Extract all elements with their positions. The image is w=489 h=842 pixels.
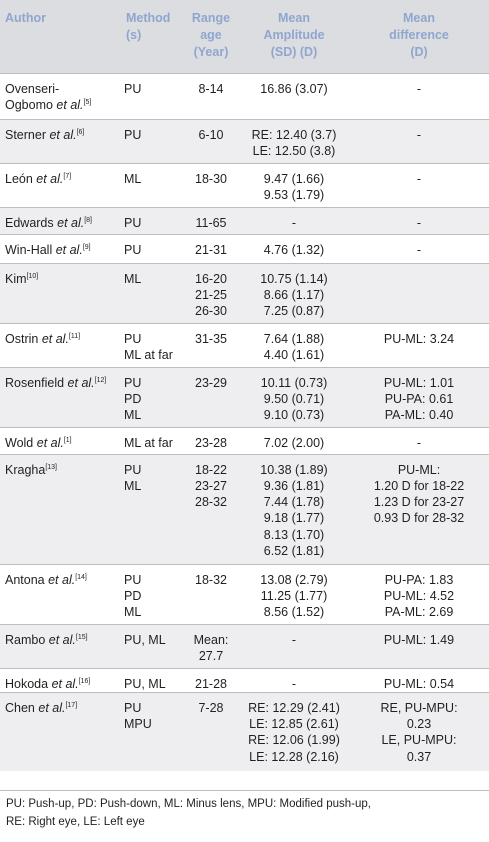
table-header bbox=[0, 0, 489, 73]
author-etal: et al. bbox=[46, 127, 77, 142]
cell-mean-difference bbox=[349, 207, 489, 234]
range-line: 18-32 bbox=[195, 572, 227, 587]
method-line: PU bbox=[124, 375, 142, 390]
cell-mean-amplitude bbox=[239, 163, 349, 207]
method-line: PU bbox=[124, 127, 142, 142]
amplitude-line: 9.53 (1.79) bbox=[263, 187, 325, 202]
method-line: ML at far bbox=[124, 435, 173, 450]
author-reference: [17] bbox=[65, 701, 78, 709]
amplitude-line: LE: 12.50 (3.8) bbox=[252, 143, 336, 158]
table-row bbox=[0, 323, 489, 367]
amplitude-line: - bbox=[291, 632, 297, 647]
amplitude-line: 16.86 (3.07) bbox=[260, 81, 328, 96]
cell-mean-difference bbox=[349, 263, 489, 323]
author-etal: et al. bbox=[38, 331, 69, 346]
cell-method bbox=[121, 427, 183, 454]
amplitude-line: RE: 12.40 (3.7) bbox=[251, 127, 337, 142]
amplitude-line: 7.64 (1.88) bbox=[263, 331, 325, 346]
author-line bbox=[5, 81, 119, 97]
method-line: PU, ML bbox=[124, 676, 166, 691]
table-row bbox=[0, 207, 489, 234]
author-name: Hokoda bbox=[5, 676, 49, 691]
difference-line: - bbox=[416, 215, 422, 230]
footnote-line: RE: Right eye, LE: Left eye bbox=[6, 815, 145, 828]
cell-mean-amplitude bbox=[239, 564, 349, 624]
header-method bbox=[121, 0, 183, 73]
cell-mean-amplitude bbox=[239, 323, 349, 367]
method-line: ML bbox=[124, 478, 142, 493]
author-line bbox=[5, 171, 119, 187]
cell-range-age bbox=[183, 624, 239, 668]
header-mean-difference bbox=[349, 0, 489, 73]
amplitude-line: 6.52 (1.81) bbox=[263, 543, 325, 558]
amplitude-line: 8.66 (1.17) bbox=[263, 287, 325, 302]
author-name: Chen bbox=[5, 700, 35, 715]
difference-line: PA-ML: 2.69 bbox=[384, 605, 454, 620]
table-body bbox=[0, 73, 489, 771]
difference-line: PU-ML: 1.49 bbox=[383, 632, 455, 647]
author-etal: et al. bbox=[48, 676, 79, 691]
amplitude-line: 9.47 (1.66) bbox=[263, 171, 325, 186]
cell-mean-amplitude bbox=[239, 454, 349, 564]
cell-method bbox=[121, 207, 183, 234]
author-line bbox=[5, 271, 119, 287]
author-line bbox=[5, 700, 119, 716]
range-line: 21-25 bbox=[195, 287, 227, 302]
difference-line: 0.23 bbox=[406, 717, 432, 732]
method-line: PU bbox=[124, 572, 142, 587]
author-line bbox=[5, 572, 119, 588]
difference-line: LE, PU-MPU: bbox=[381, 733, 457, 748]
difference-line: PU-PA: 0.61 bbox=[384, 391, 454, 406]
author-etal: et al. bbox=[52, 97, 84, 112]
method-line: PU bbox=[124, 331, 142, 346]
difference-line: - bbox=[416, 435, 422, 450]
author-reference: [10] bbox=[26, 272, 39, 280]
header-row bbox=[0, 0, 489, 73]
cell-author bbox=[0, 119, 121, 163]
amplitude-line: 9.50 (0.71) bbox=[263, 391, 325, 406]
table-row bbox=[0, 367, 489, 427]
cell-author bbox=[0, 323, 121, 367]
cell-mean-difference bbox=[349, 323, 489, 367]
author-name: Ogbomo bbox=[5, 97, 53, 112]
cell-mean-amplitude bbox=[239, 73, 349, 119]
author-line bbox=[5, 127, 119, 143]
cell-mean-amplitude bbox=[239, 427, 349, 454]
range-line: 6-10 bbox=[198, 127, 224, 142]
table-row bbox=[0, 263, 489, 323]
difference-line: 1.23 D for 23-27 bbox=[373, 495, 465, 510]
cell-author bbox=[0, 668, 121, 692]
cell-method bbox=[121, 624, 183, 668]
cell-range-age bbox=[183, 73, 239, 119]
header-author bbox=[0, 0, 121, 73]
author-line bbox=[5, 435, 119, 451]
range-line: 16-20 bbox=[195, 271, 227, 286]
amplitude-line: 10.75 (1.14) bbox=[260, 271, 328, 286]
table-row bbox=[0, 668, 489, 692]
difference-line: PU-ML: 1.01 bbox=[383, 375, 455, 390]
cell-method bbox=[121, 454, 183, 564]
amplitude-line: 7.44 (1.78) bbox=[263, 495, 325, 510]
method-line: PU bbox=[124, 215, 142, 230]
cell-range-age bbox=[183, 323, 239, 367]
amplitude-line: 8.13 (1.70) bbox=[263, 527, 325, 542]
cell-mean-difference bbox=[349, 367, 489, 427]
cell-mean-difference bbox=[349, 427, 489, 454]
cell-range-age bbox=[183, 263, 239, 323]
amplitude-line: 11.25 (1.77) bbox=[260, 588, 328, 603]
amplitude-line: 10.38 (1.89) bbox=[260, 462, 328, 477]
header-line: age bbox=[200, 28, 222, 42]
cell-author bbox=[0, 73, 121, 119]
amplitude-line: 4.40 (1.61) bbox=[263, 347, 325, 362]
cell-mean-difference bbox=[349, 163, 489, 207]
range-line: 18-30 bbox=[195, 171, 227, 186]
cell-mean-difference bbox=[349, 73, 489, 119]
cell-range-age bbox=[183, 427, 239, 454]
header-line: Amplitude bbox=[263, 28, 325, 42]
cell-method bbox=[121, 323, 183, 367]
cell-method bbox=[121, 692, 183, 771]
method-line: ML bbox=[124, 271, 142, 286]
footnote-line: PU: Push-up, PD: Push-down, ML: Minus lens, MPU: Modified push-up, bbox=[6, 798, 371, 810]
difference-line: 0.37 bbox=[406, 749, 432, 764]
difference-line: - bbox=[416, 127, 422, 142]
amplitude-line: - bbox=[291, 676, 297, 691]
amplitude-line: LE: 12.28 (2.16) bbox=[249, 749, 339, 764]
difference-line: RE, PU-MPU: bbox=[380, 700, 458, 715]
method-line: ML bbox=[124, 605, 142, 620]
cell-author bbox=[0, 454, 121, 564]
cell-mean-difference bbox=[349, 564, 489, 624]
method-line: PU bbox=[124, 242, 142, 257]
cell-range-age bbox=[183, 234, 239, 263]
author-line bbox=[5, 331, 119, 347]
header-line: Range bbox=[191, 11, 231, 25]
author-name: Rambo bbox=[5, 632, 46, 647]
author-name: Kragha bbox=[5, 462, 46, 477]
method-line: ML at far bbox=[124, 347, 173, 362]
difference-line: PU-ML: bbox=[397, 462, 441, 477]
author-reference: [7] bbox=[63, 172, 72, 180]
author-etal: et al. bbox=[34, 700, 66, 715]
difference-line: PA-ML: 0.40 bbox=[384, 408, 454, 423]
cell-author bbox=[0, 263, 121, 323]
range-line: 23-29 bbox=[195, 375, 227, 390]
range-line: 27.7 bbox=[198, 648, 224, 663]
table-row bbox=[0, 163, 489, 207]
table-row bbox=[0, 692, 489, 771]
cell-mean-difference bbox=[349, 454, 489, 564]
cell-mean-amplitude bbox=[239, 624, 349, 668]
cell-mean-difference bbox=[349, 234, 489, 263]
author-name: Sterner bbox=[5, 127, 46, 142]
author-reference: [14] bbox=[75, 573, 87, 581]
cell-method bbox=[121, 119, 183, 163]
header-line: (s) bbox=[126, 28, 142, 42]
cell-range-age bbox=[183, 367, 239, 427]
author-etal: et al. bbox=[32, 171, 64, 186]
cell-mean-difference bbox=[349, 624, 489, 668]
amplitude-line: RE: 12.29 (2.41) bbox=[248, 700, 340, 715]
author-etal: et al. bbox=[53, 215, 85, 230]
cell-range-age bbox=[183, 163, 239, 207]
amplitude-line: 9.18 (1.77) bbox=[263, 511, 325, 526]
cell-range-age bbox=[183, 207, 239, 234]
cell-author bbox=[0, 367, 121, 427]
author-reference: [16] bbox=[78, 677, 91, 685]
method-line: PU bbox=[124, 81, 142, 96]
cell-mean-amplitude bbox=[239, 367, 349, 427]
table-row bbox=[0, 624, 489, 668]
author-etal: et al. bbox=[44, 572, 76, 587]
author-reference: [5] bbox=[83, 98, 92, 106]
author-etal: et al. bbox=[33, 435, 64, 450]
cell-author bbox=[0, 207, 121, 234]
cell-method bbox=[121, 564, 183, 624]
header-line: (D) bbox=[410, 45, 428, 59]
method-line: PU bbox=[124, 700, 142, 715]
cell-method bbox=[121, 367, 183, 427]
range-line: 21-31 bbox=[195, 242, 227, 257]
author-name: Win-Hall bbox=[5, 242, 53, 257]
range-line: Mean: bbox=[193, 632, 229, 647]
cell-method bbox=[121, 234, 183, 263]
author-line bbox=[5, 375, 119, 391]
author-name: Antona bbox=[5, 572, 45, 587]
difference-line: - bbox=[416, 171, 422, 186]
author-reference: [8] bbox=[84, 216, 93, 224]
author-name: Ostrin bbox=[5, 331, 39, 346]
range-line: 8-14 bbox=[198, 81, 224, 96]
cell-mean-amplitude bbox=[239, 668, 349, 692]
range-line: 31-35 bbox=[195, 331, 227, 346]
range-line: 23-27 bbox=[195, 478, 227, 493]
header-line: Mean bbox=[403, 11, 435, 25]
range-line: 18-22 bbox=[195, 462, 227, 477]
table-row bbox=[0, 234, 489, 263]
cell-mean-difference bbox=[349, 668, 489, 692]
cell-author bbox=[0, 692, 121, 771]
author-reference: [12] bbox=[94, 376, 107, 384]
range-line: 7-28 bbox=[198, 700, 224, 715]
difference-line: - bbox=[416, 242, 422, 257]
author-reference: [15] bbox=[75, 633, 88, 641]
header-line: (SD) (D) bbox=[270, 45, 318, 59]
cell-author bbox=[0, 427, 121, 454]
table-row bbox=[0, 119, 489, 163]
method-line: MPU bbox=[124, 717, 152, 732]
header-line: Author bbox=[5, 11, 46, 25]
cell-range-age bbox=[183, 454, 239, 564]
cell-mean-amplitude bbox=[239, 234, 349, 263]
cell-mean-difference bbox=[349, 119, 489, 163]
amplitude-line: 9.10 (0.73) bbox=[263, 408, 325, 423]
amplitude-line: 7.02 (2.00) bbox=[263, 435, 325, 450]
range-line: 11-65 bbox=[195, 215, 227, 230]
difference-line: PU-ML: 4.52 bbox=[383, 588, 455, 603]
cell-author bbox=[0, 624, 121, 668]
author-line bbox=[5, 215, 119, 231]
cell-mean-amplitude bbox=[239, 263, 349, 323]
difference-line: PU-ML: 3.24 bbox=[383, 331, 455, 346]
amplitude-line: 8.56 (1.52) bbox=[263, 605, 325, 620]
author-reference: [11] bbox=[68, 332, 81, 340]
table-row bbox=[0, 454, 489, 564]
cell-author bbox=[0, 163, 121, 207]
method-line: ML bbox=[124, 171, 142, 186]
cell-author bbox=[0, 234, 121, 263]
author-line bbox=[5, 676, 119, 692]
author-name: Rosenfield bbox=[5, 375, 65, 390]
range-line: 26-30 bbox=[195, 304, 227, 319]
table-footnote bbox=[6, 796, 486, 831]
header-line: Mean bbox=[278, 11, 310, 25]
difference-line: PU-ML: 0.54 bbox=[383, 676, 455, 691]
table-row bbox=[0, 427, 489, 454]
cell-method bbox=[121, 73, 183, 119]
table-row bbox=[0, 564, 489, 624]
table-row bbox=[0, 73, 489, 119]
amplitude-line: LE: 12.85 (2.61) bbox=[249, 717, 339, 732]
header-line: difference bbox=[389, 28, 449, 42]
amplitude-line: 7.25 (0.87) bbox=[263, 304, 325, 319]
cell-author bbox=[0, 564, 121, 624]
cell-range-age bbox=[183, 692, 239, 771]
difference-line: 0.93 D for 28-32 bbox=[373, 511, 465, 526]
author-line bbox=[5, 462, 119, 478]
difference-line: 1.20 D for 18-22 bbox=[373, 478, 465, 493]
cell-method bbox=[121, 163, 183, 207]
author-line bbox=[5, 632, 119, 648]
header-range-age bbox=[183, 0, 239, 73]
cell-method bbox=[121, 668, 183, 692]
amplitude-line: RE: 12.06 (1.99) bbox=[248, 733, 340, 748]
amplitude-line: 10.11 (0.73) bbox=[260, 375, 328, 390]
author-name: Edwards bbox=[5, 215, 54, 230]
header-line: Method bbox=[126, 11, 171, 25]
amplitude-line: - bbox=[291, 215, 297, 230]
author-reference: [9] bbox=[82, 243, 91, 251]
method-line: PD bbox=[124, 391, 142, 406]
author-etal: et al. bbox=[64, 375, 95, 390]
cell-range-age bbox=[183, 668, 239, 692]
author-reference: [1] bbox=[63, 436, 72, 444]
author-name: Kim bbox=[5, 271, 27, 286]
cell-mean-amplitude bbox=[239, 692, 349, 771]
amplitude-line: 13.08 (2.79) bbox=[260, 572, 328, 587]
method-line: PD bbox=[124, 588, 142, 603]
amplitude-line: 4.76 (1.32) bbox=[263, 242, 325, 257]
range-line: 23-28 bbox=[195, 435, 227, 450]
range-line: 28-32 bbox=[195, 495, 227, 510]
cell-range-age bbox=[183, 564, 239, 624]
header-mean-amplitude bbox=[239, 0, 349, 73]
difference-line: - bbox=[416, 81, 422, 96]
author-line bbox=[5, 242, 119, 258]
header-line: (Year) bbox=[193, 45, 229, 59]
method-line: ML bbox=[124, 408, 142, 423]
method-line: PU bbox=[124, 462, 142, 477]
author-reference: [13] bbox=[45, 463, 57, 471]
author-name: Ovenseri- bbox=[5, 81, 60, 96]
footnote-divider bbox=[0, 790, 489, 791]
author-line bbox=[5, 97, 119, 113]
cell-range-age bbox=[183, 119, 239, 163]
author-etal: et al. bbox=[52, 242, 83, 257]
author-name: León bbox=[5, 171, 33, 186]
method-line: PU, ML bbox=[124, 632, 166, 647]
author-reference: [6] bbox=[76, 128, 85, 136]
cell-mean-difference bbox=[349, 692, 489, 771]
difference-line: PU-PA: 1.83 bbox=[384, 572, 454, 587]
cell-method bbox=[121, 263, 183, 323]
range-line: 21-28 bbox=[195, 676, 227, 691]
author-name: Wold bbox=[5, 435, 34, 450]
cell-mean-amplitude bbox=[239, 119, 349, 163]
author-etal: et al. bbox=[45, 632, 76, 647]
cell-mean-amplitude bbox=[239, 207, 349, 234]
amplitude-line: 9.36 (1.81) bbox=[263, 478, 325, 493]
